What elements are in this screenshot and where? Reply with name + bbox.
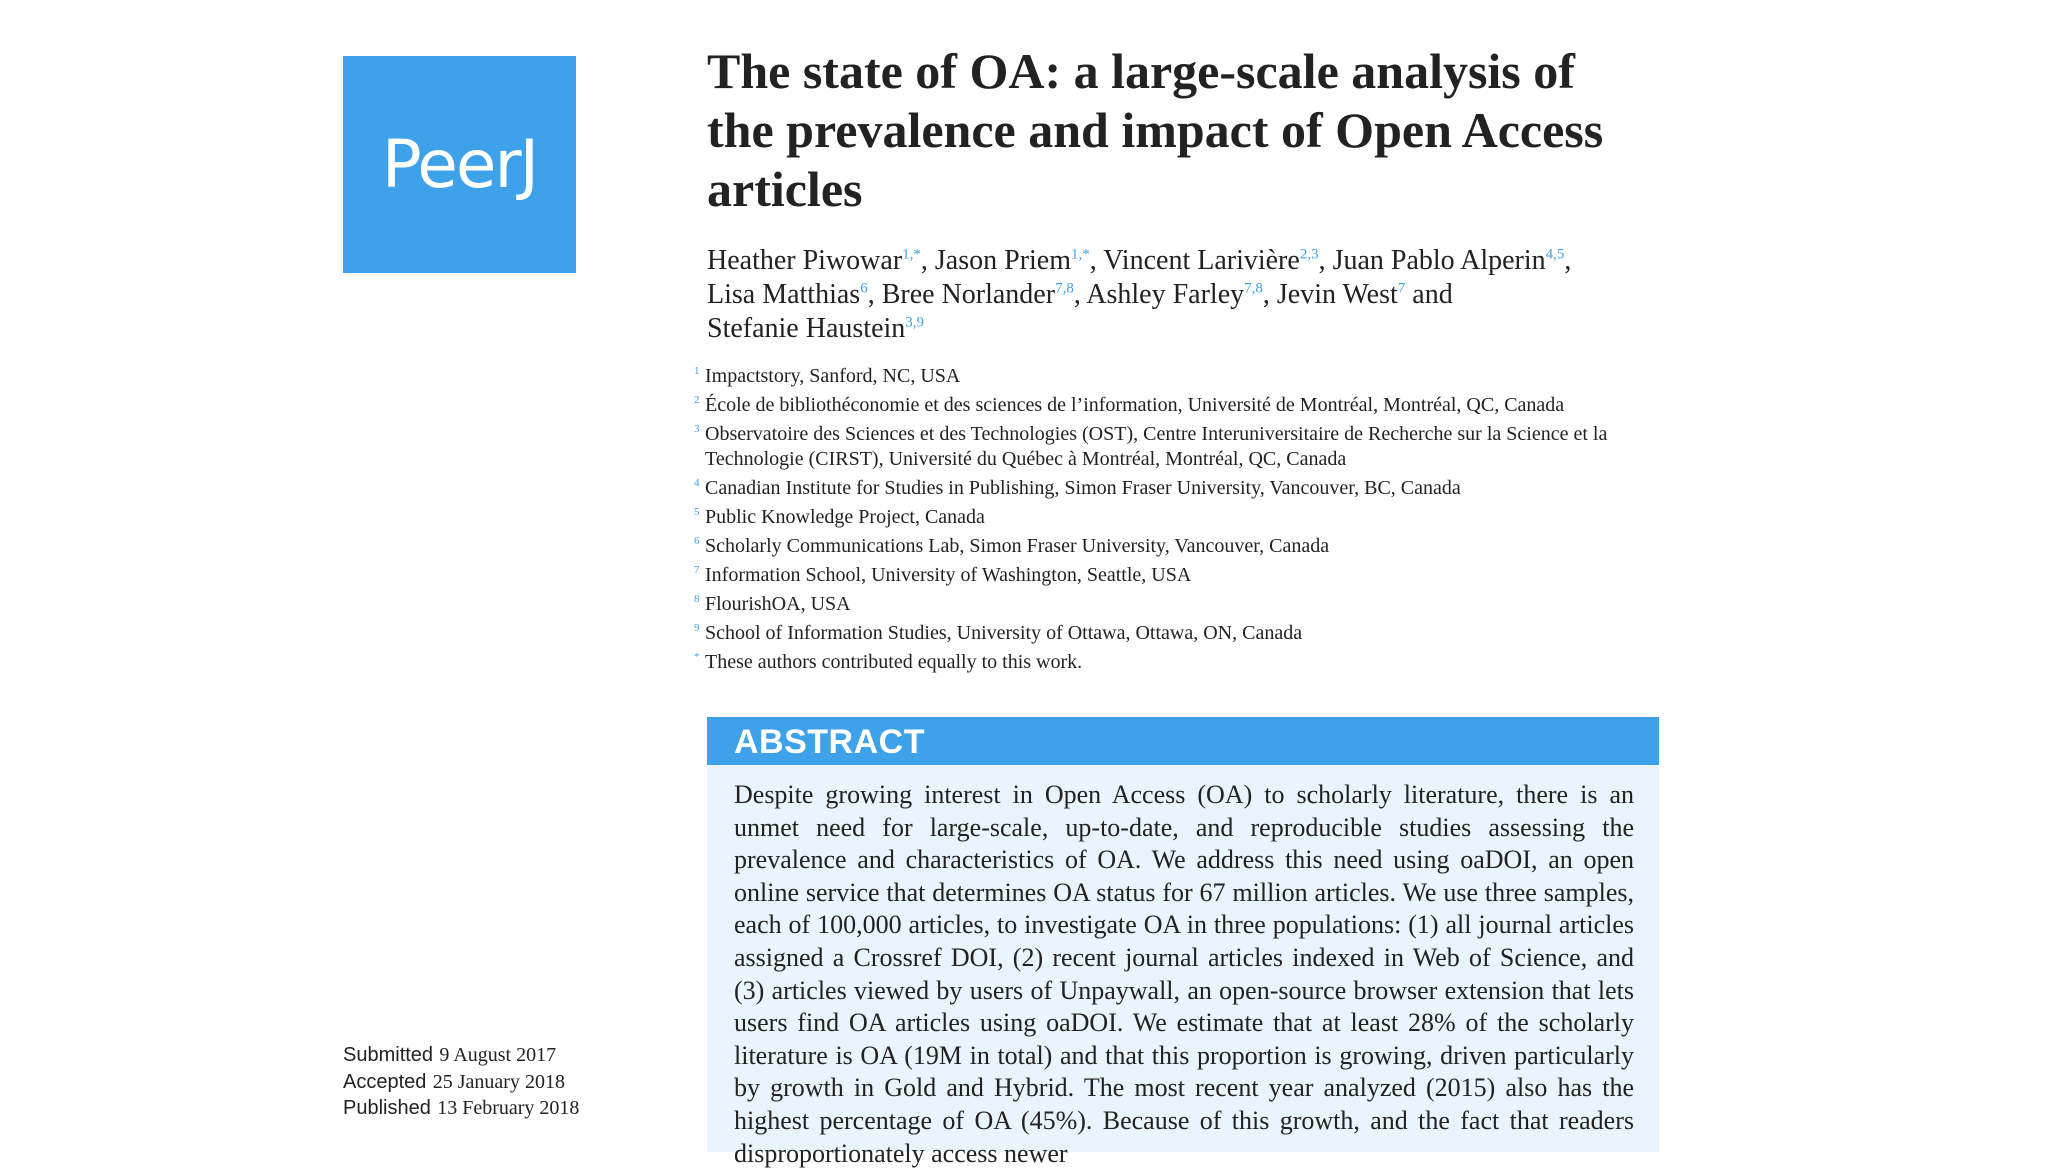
abstract-heading: ABSTRACT xyxy=(734,723,925,761)
affiliation-item: 9 School of Information Studies, University of Ottawa, Ottawa, ON, Canada xyxy=(694,621,1303,644)
author-affiliation-marker: 6 xyxy=(860,280,868,297)
author-affiliation-marker: 7 xyxy=(1397,280,1406,297)
affiliation-item: 5 Public Knowledge Project, Canada xyxy=(694,505,985,528)
author: Jevin West$^7$ and xyxy=(1276,279,1453,310)
author: Vincent Larivière$^{2,3}$, xyxy=(1103,245,1326,276)
affiliation-number: 9 xyxy=(694,621,700,634)
affiliation-number: 3 xyxy=(694,423,700,435)
affiliation-number: 5 xyxy=(694,505,700,518)
author: Stefanie Haustein$^{3,9}$ xyxy=(707,313,925,344)
affiliation-list xyxy=(694,364,1654,679)
author-affiliation-marker: 7,8 xyxy=(1244,280,1263,297)
affiliation-item: 7 Information School, University of Washington, Seattle, USA xyxy=(694,563,1192,586)
author: Lisa Matthias$^6$, xyxy=(707,279,875,310)
date-published: Published 13 February 2018 xyxy=(343,1097,580,1119)
affiliation-item: 6 Scholarly Communications Lab, Simon Fraser University, Vancouver, Canada xyxy=(694,534,1330,557)
peerj-logo xyxy=(343,56,576,273)
publication-dates xyxy=(343,1042,579,1122)
author: Heather Piwowar$^{1,*}$, xyxy=(707,245,928,276)
abstract-header xyxy=(707,717,1659,765)
abstract-text: Despite growing interest in Open Access (OA) to scholarly literature, there is an unmet need for large-scale, up-to-date, and reproducible studies assessing the prevalence and characteristics of OA. We address this need using oaDOI, an open online service that determines OA status for 67 million articles. We use three samples, each of 100,000 articles, to investigate OA in three populations: (1) all journal articles assigned a Crossref DOI, (2) recent journal articles indexed in Web of Science, and (3) articles viewed by users of Unpaywall, an open-source browser extension that lets users find OA articles using oaDOI. We estimate that at least 28% of the scholarly literature is OA (19M in total) and that this proportion is growing, driven particularly by growth in Gold and Hybrid. The most recent year analyzed (2015) also has the highest percentage of OA (45%). Because of this growth, and the fact that readers disproportionately access newer xyxy=(734,780,1634,1168)
author-affiliation-marker: 3,9 xyxy=(905,314,925,331)
author: Ashley Farley$^{7,8}$, xyxy=(1086,279,1270,310)
affiliation-item: 4 Canadian Institute for Studies in Publishing, Simon Fraser University, Vancouver, BC, Canada xyxy=(694,476,1461,499)
affiliation-number: 4 xyxy=(694,476,700,489)
date-submitted: Submitted 9 August 2017 xyxy=(343,1044,557,1066)
logo-text: PeerJ xyxy=(381,126,538,203)
affiliation-item: 1 Impactstory, Sanford, NC, USA xyxy=(694,365,961,387)
author-affiliation-marker: 1,* xyxy=(1071,246,1090,263)
abstract-body xyxy=(707,765,1659,1168)
author-affiliation-marker: 2,3 xyxy=(1299,246,1319,263)
affiliation-number: 1 xyxy=(694,365,700,377)
authors-conjunction: and xyxy=(1412,279,1453,310)
author: Jason Priem$^{1,*}$, xyxy=(934,245,1097,276)
affiliation-item: 3 Observatoire des Sciences et des Technologies (OST), Centre Interuniversitaire de Recherche sur la Science et la Technologie (CIRST), Université du Québec à Montréal, Montréal, QC, Canada xyxy=(694,423,1608,470)
affiliation-item: 8 FlourishOA, USA xyxy=(694,592,851,615)
affiliation-number: 6 xyxy=(694,534,700,547)
author-affiliation-marker: 4,5 xyxy=(1545,246,1565,263)
affiliation-number: 8 xyxy=(694,592,700,605)
author: Juan Pablo Alperin$^{4,5}$, xyxy=(1332,245,1572,276)
date-accepted: Accepted 25 January 2018 xyxy=(343,1070,565,1093)
author: Bree Norlander$^{7,8}$, xyxy=(881,279,1081,310)
affiliation-number: * xyxy=(694,650,700,663)
author-affiliation-marker: 7,8 xyxy=(1055,280,1074,297)
author-affiliation-marker: 1,* xyxy=(902,246,921,263)
paper-title: The state of OA: a large-scale analysis of the prevalence and impact of Open Access articles xyxy=(707,43,1604,217)
affiliation-item: * These authors contributed equally to this work. xyxy=(694,650,1083,673)
affiliation-item: 2 École de bibliothéconomie et des sciences de l’information, Université de Montréal, Montréal, QC, Canada xyxy=(694,394,1565,416)
affiliation-number: 2 xyxy=(694,394,700,406)
author-list xyxy=(707,244,1667,346)
affiliation-number: 7 xyxy=(694,563,700,576)
